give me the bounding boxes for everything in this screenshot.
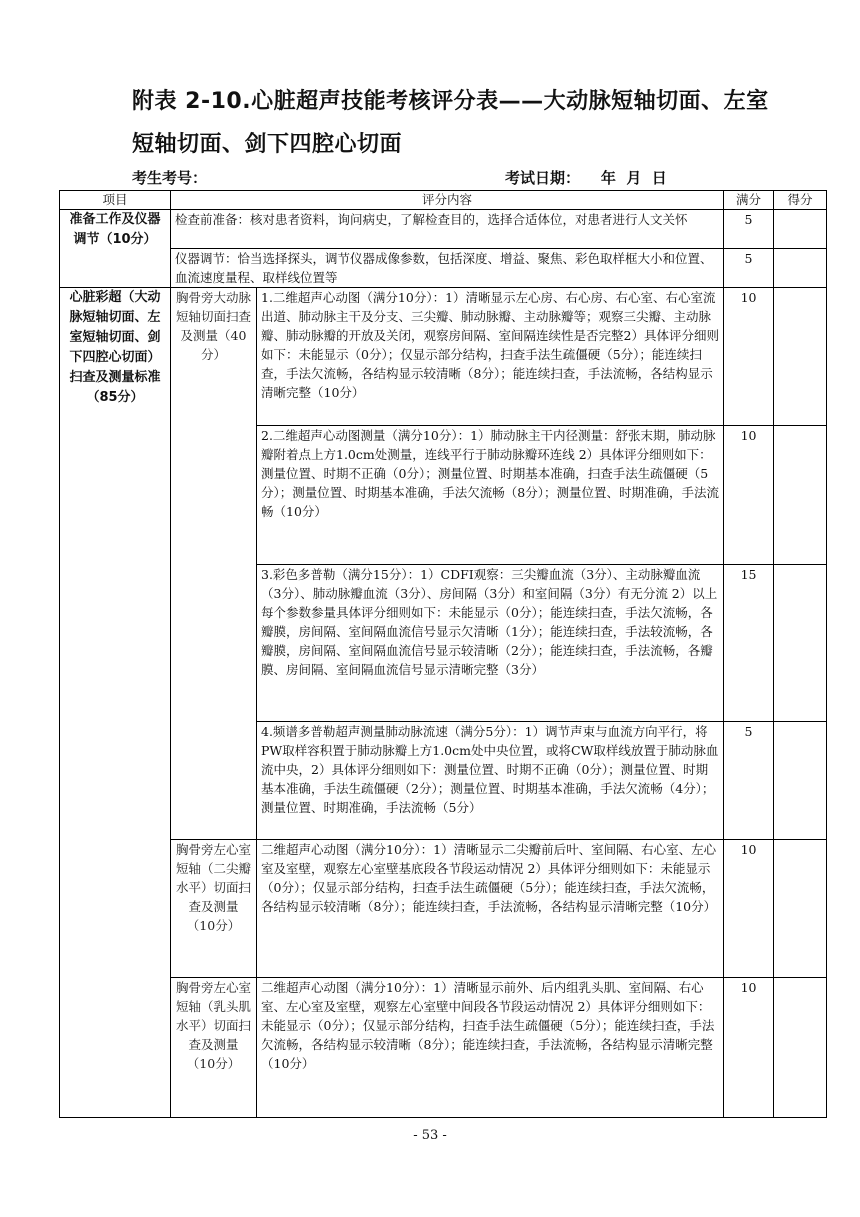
- table-row: [60, 840, 827, 978]
- page-title-continued: 短轴切面、剑下四腔心切面: [132, 132, 403, 157]
- table-row: [60, 210, 827, 249]
- score-cell[interactable]: [774, 978, 827, 1118]
- table-row: [60, 249, 827, 288]
- score-table: [59, 190, 827, 1118]
- exam-number-label: 考生考号：: [132, 169, 208, 187]
- subproject-aortic-short-axis: 胸骨旁大动脉短轴切面扫查及测量（40分）: [171, 288, 257, 840]
- score-cell[interactable]: [774, 426, 827, 565]
- content-cell: 检查前准备：核对患者资料，询问病史，了解检查目的，选择合适体位，对患者进行人文关怀: [171, 210, 724, 249]
- content-cell: 4.频谱多普勒超声测量肺动脉流速（满分5分）：1）调节声束与血流方向平行，将PW取样容积置于肺动脉瓣上方1.0cm处中央位置，或将CW取样线放置于肺动脉血流中央，2）具体评分细则如下：测量位置、时期不正确（0分）；测量位置、时期基本准确，手法生疏僵硬（2分）；测量位置、时期基本准确，手法欠流畅（4分）；测量位置、时期准确，手法流畅（5分）: [257, 722, 724, 840]
- full-score: 5: [724, 249, 774, 288]
- full-score: 10: [724, 288, 774, 426]
- header-project: 项目: [60, 191, 171, 210]
- subproject-mitral-level: 胸骨旁左心室短轴（二尖瓣水平）切面扫查及测量（10分）: [171, 840, 257, 978]
- project-prep: 准备工作及仪器调节（10分）: [60, 210, 171, 288]
- content-cell: 二维超声心动图（满分10分）：1）清晰显示前外、后内组乳头肌、室间隔、右心室、左心室及室壁，观察左心室壁中间段各节段运动情况 2）具体评分细则如下：未能显示（0分）；仅显示部分结构，扫查手法生疏僵硬（5分）；能连续扫查，手法欠流畅，各结构显示较清晰（8分）；能连续扫查，手法流畅，各结构显示清晰完整（10分）: [257, 978, 724, 1118]
- project-main: 心脏彩超（大动脉短轴切面、左室短轴切面、剑下四腔心切面）扫查及测量标准（85分）: [60, 288, 171, 1118]
- content-cell: 二维超声心动图（满分10分）：1）清晰显示二尖瓣前后叶、室间隔、右心室、左心室及室壁，观察左心室壁基底段各节段运动情况 2）具体评分细则如下：未能显示（0分）；仅显示部分结构，扫查手法生疏僵硬（5分）；能连续扫查，手法欠流畅，各结构显示较清晰（8分）；能连续扫查，手法流畅，各结构显示清晰完整（10分）: [257, 840, 724, 978]
- full-score: 10: [724, 426, 774, 565]
- page-number: - 53 -: [413, 1128, 447, 1143]
- score-cell[interactable]: [774, 722, 827, 840]
- table-header-row: [60, 191, 827, 210]
- score-cell[interactable]: [774, 288, 827, 426]
- content-cell: 3.彩色多普勒（满分15分）：1）CDFI观察：三尖瓣血流（3分）、主动脉瓣血流（3分）、肺动脉瓣血流（3分）、房间隔（3分）和室间隔（3分）有无分流 2）以上每个参数参量具体评分细则如下：未能显示（0分）；能连续扫查，手法欠流畅，各瓣膜，房间隔、室间隔血流信号显示欠清晰（1分）；能连续扫查，手法较流畅，各瓣膜，房间隔、室间隔血流信号显示较清晰（2分）；能连续扫查，手法流畅，各瓣膜、房间隔、室间隔血流信号显示清晰完整（3分）: [257, 565, 724, 722]
- score-cell[interactable]: [774, 210, 827, 249]
- full-score: 5: [724, 210, 774, 249]
- exam-date-label: 考试日期： 年 月 日: [505, 169, 667, 187]
- page-title: 附表 2-10.心脏超声技能考核评分表——大动脉短轴切面、左室: [132, 89, 769, 114]
- content-cell: 1.二维超声心动图（满分10分）：1）清晰显示左心房、右心房、右心室、右心室流出道、肺动脉主干及分支、三尖瓣、肺动脉瓣、主动脉瓣等；观察三尖瓣、主动脉瓣、肺动脉瓣的开放及关闭，观察房间隔、室间隔连续性是否完整2）具体评分细则如下：未能显示（0分）；仅显示部分结构，扫查手法生疏僵硬（5分）；能连续扫查，手法欠流畅，各结构显示较清晰（8分）；能连续扫查，手法流畅，各结构显示清晰完整（10分）: [257, 288, 724, 426]
- table-row: [60, 288, 827, 426]
- score-cell[interactable]: [774, 840, 827, 978]
- content-cell: 仪器调节：恰当选择探头，调节仪器成像参数，包括深度、增益、聚焦、彩色取样框大小和位置、血流速度量程、取样线位置等: [171, 249, 724, 288]
- header-content: 评分内容: [171, 191, 724, 210]
- table-row: [60, 978, 827, 1118]
- full-score: 5: [724, 722, 774, 840]
- content-cell: 2.二维超声心动图测量（满分10分）：1）肺动脉主干内径测量：舒张末期，肺动脉瓣附着点上方1.0cm处测量，连线平行于肺动脉瓣环连线 2）具体评分细则如下：测量位置、时期不正确（0分）；测量位置、时期基本准确，扫查手法生疏僵硬（5分）；测量位置、时期基本准确，手法欠流畅（8分）；测量位置、时期准确，手法流畅（10分）: [257, 426, 724, 565]
- subproject-papillary-level: 胸骨旁左心室短轴（乳头肌水平）切面扫查及测量（10分）: [171, 978, 257, 1118]
- header-score: 得分: [774, 191, 827, 210]
- score-cell[interactable]: [774, 249, 827, 288]
- full-score: 10: [724, 840, 774, 978]
- header-full: 满分: [724, 191, 774, 210]
- full-score: 10: [724, 978, 774, 1118]
- score-cell[interactable]: [774, 565, 827, 722]
- full-score: 15: [724, 565, 774, 722]
